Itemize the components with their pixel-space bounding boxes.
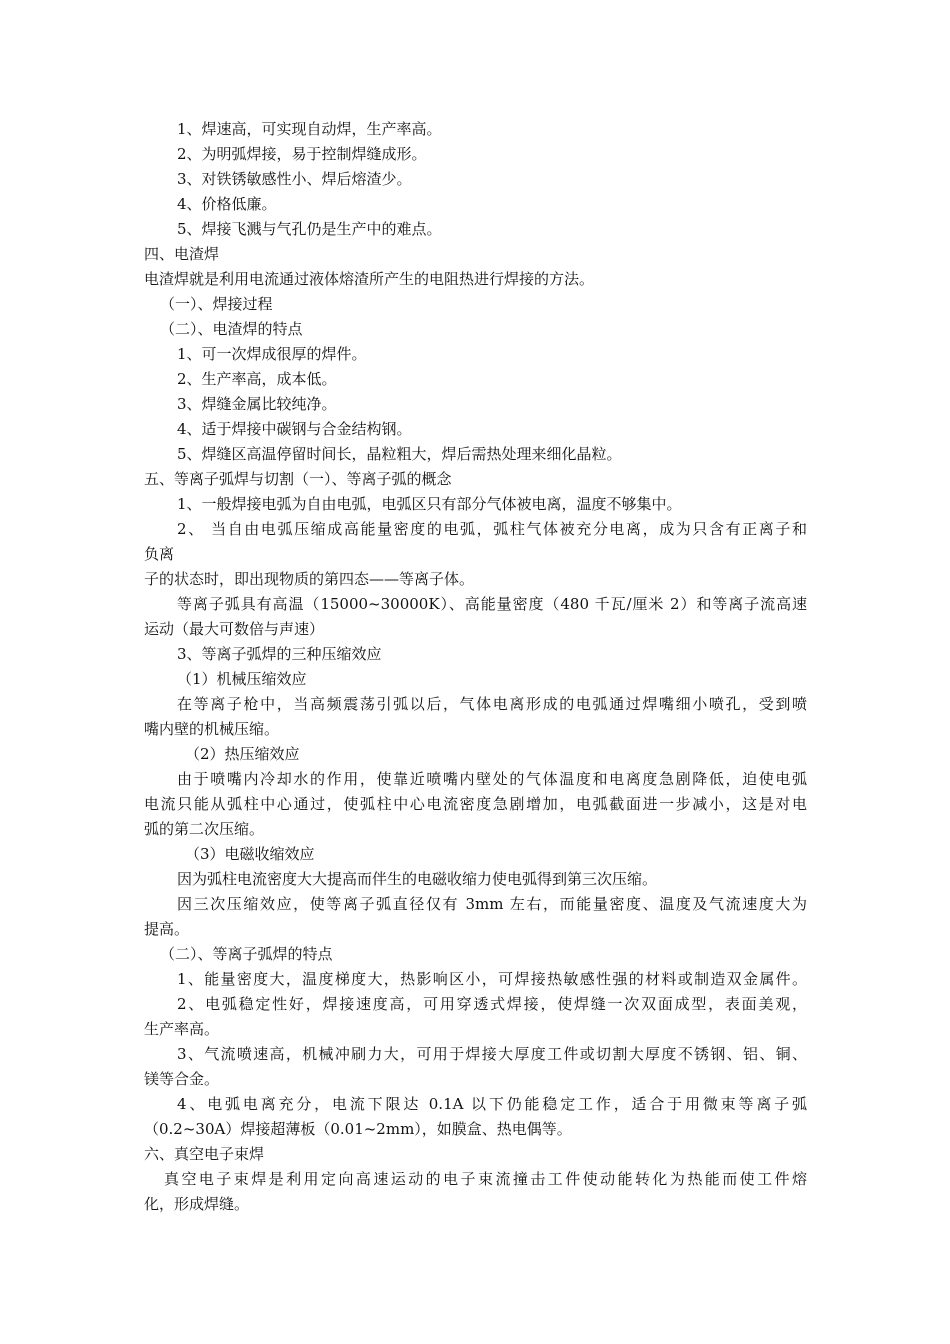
section-heading: 四、电渣焊 xyxy=(144,245,220,263)
list-item: 3、对铁锈敏感性小、焊后熔渣少。 xyxy=(177,170,412,188)
paragraph-line: 因三次压缩效应，使等离子弧直径仅有 3mm 左右，而能量密度、温度及气流速度大为 xyxy=(177,895,807,913)
list-item: 2、电弧稳定性好，焊接速度高，可用穿透式焊接，使焊缝一次双面成型，表面美观， xyxy=(177,995,807,1013)
paragraph-line: 由于喷嘴内冷却水的作用，使靠近喷嘴内壁处的气体温度和电离度急剧降低，迫使电弧 xyxy=(177,770,807,788)
paragraph-line: 镁等合金。 xyxy=(144,1070,220,1088)
subsection-heading: （二）、电渣焊的特点 xyxy=(160,320,303,338)
section-heading: 六、真空电子束焊 xyxy=(144,1145,265,1163)
list-item: 3、等离子弧焊的三种压缩效应 xyxy=(177,645,382,663)
paragraph-line: 生产率高。 xyxy=(144,1020,220,1038)
list-item: 5、焊接飞溅与气孔仍是生产中的难点。 xyxy=(177,220,442,238)
list-item: 2、生产率高，成本低。 xyxy=(177,370,337,388)
list-item: 1、一般焊接电弧为自由电弧，电弧区只有部分气体被电离，温度不够集中。 xyxy=(177,495,682,513)
subsection-heading: （3）电磁收缩效应 xyxy=(185,845,315,863)
list-item: 4、电弧电离充分，电流下限达 0.1A 以下仍能稳定工作，适合于用微束等离子弧 xyxy=(177,1095,807,1113)
list-item: 1、可一次焊成很厚的焊件。 xyxy=(177,345,367,363)
paragraph-line: 运动（最大可数倍与声速） xyxy=(144,620,325,638)
paragraph-line: 弧的第二次压缩。 xyxy=(144,820,265,838)
list-item: 5、焊缝区高温停留时间长，晶粒粗大，焊后需热处理来细化晶粒。 xyxy=(177,445,622,463)
list-item: 2、 当自由电弧压缩成高能量密度的电弧，弧柱气体被充分电离，成为只含有正离子和 xyxy=(177,520,807,538)
paragraph-line: 负离 xyxy=(144,545,175,563)
paragraph-line: （0.2~30A）焊接超薄板（0.01~2mm），如膜盒、热电偶等。 xyxy=(144,1120,572,1138)
paragraph-line: 子的状态时，即出现物质的第四态——等离子体。 xyxy=(144,570,475,588)
list-item: 3、气流喷速高，机械冲刷力大，可用于焊接大厚度工件或切割大厚度不锈钢、铝、铜、 xyxy=(177,1045,807,1063)
list-item: 3、焊缝金属比较纯净。 xyxy=(177,395,337,413)
paragraph-line: 电流只能从弧柱中心通过，使弧柱中心电流密度急剧增加，电弧截面进一步减小，这是对电 xyxy=(144,795,807,813)
paragraph-line: 化，形成焊缝。 xyxy=(144,1195,250,1213)
list-item: 4、适于焊接中碳钢与合金结构钢。 xyxy=(177,420,412,438)
paragraph-line: 等离子弧具有高温（15000~30000K）、高能量密度（480 千瓦/厘米 2）和等离子流高速 xyxy=(177,595,807,613)
subsection-heading: （1）机械压缩效应 xyxy=(177,670,307,688)
paragraph-line: 提高。 xyxy=(144,920,190,938)
paragraph-line: 电渣焊就是利用电流通过液体熔渣所产生的电阻热进行焊接的方法。 xyxy=(144,270,595,288)
paragraph-line: 因为弧柱电流密度大大提高而伴生的电磁收缩力使电弧得到第三次压缩。 xyxy=(177,870,658,888)
subsection-heading: （一）、焊接过程 xyxy=(160,295,273,313)
list-item: 1、焊速高，可实现自动焊，生产率高。 xyxy=(177,120,442,138)
section-heading: 五、等离子弧焊与切割（一）、等离子弧的概念 xyxy=(144,470,452,488)
subsection-heading: （2）热压缩效应 xyxy=(185,745,300,763)
paragraph-line: 真空电子束焊是利用定向高速运动的电子束流撞击工件使动能转化为热能而使工件熔 xyxy=(164,1170,807,1188)
list-item: 4、价格低廉。 xyxy=(177,195,277,213)
paragraph-line: 嘴内壁的机械压缩。 xyxy=(144,720,280,738)
list-item: 1、能量密度大，温度梯度大，热影响区小，可焊接热敏感性强的材料或制造双金属件。 xyxy=(177,970,807,988)
list-item: 2、为明弧焊接，易于控制焊缝成形。 xyxy=(177,145,427,163)
subsection-heading: （二）、等离子弧焊的特点 xyxy=(160,945,333,963)
paragraph-line: 在等离子枪中，当高频震荡引弧以后，气体电离形成的电弧通过焊嘴细小喷孔，受到喷 xyxy=(177,695,807,713)
